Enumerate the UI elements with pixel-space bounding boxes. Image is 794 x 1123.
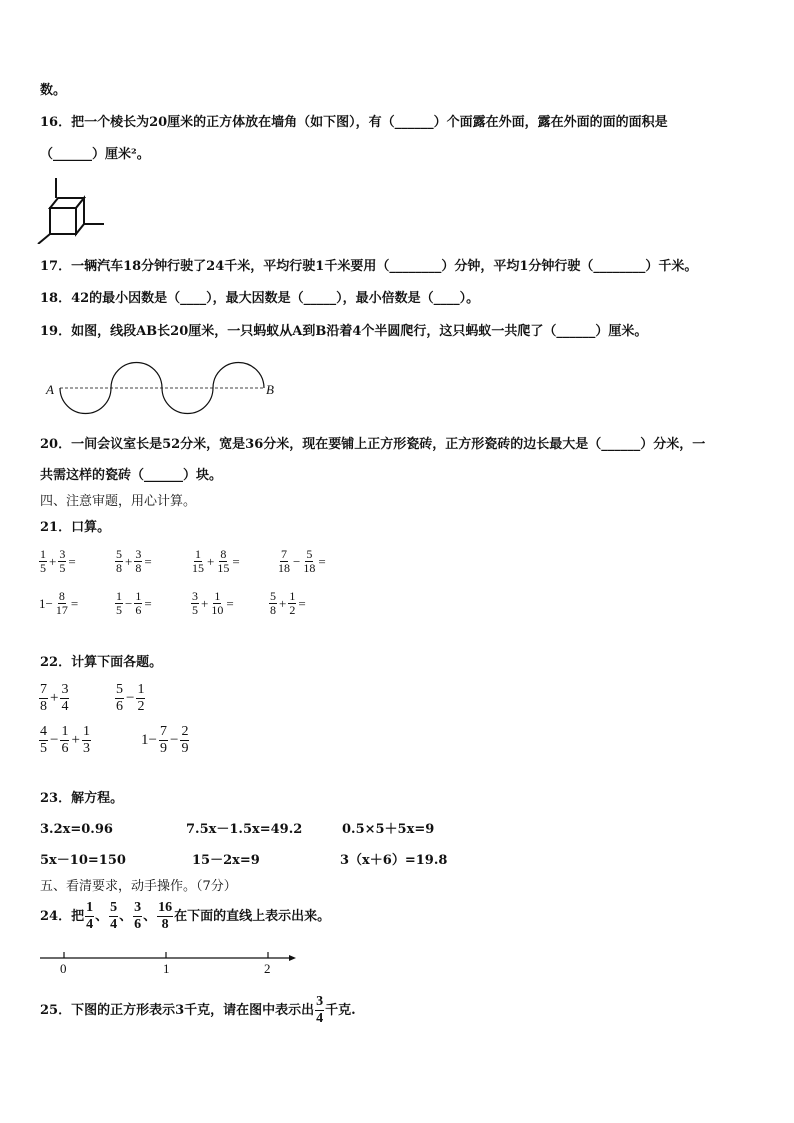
section-4-heading: 四、注意审题，用心计算。 xyxy=(40,494,197,509)
number-line xyxy=(40,950,302,970)
calc-expression-2: $\frac{5}{6}$ − $\frac{1}{2}$ xyxy=(116,682,145,714)
question-18-text: 42的最小因数是（____），最大因数是（_____），最小倍数是（____）。 xyxy=(71,291,480,306)
question-24: 24． 把 $\frac{1}{4}$ 、 $\frac{5}{4}$ 、 $\frac{3}{6}$ 、 $\frac{16}{8}$ 在下面的直线上表示出来。 xyxy=(40,900,331,932)
question-25-number: 25． xyxy=(40,1002,72,1018)
oral-calc-8: $\frac{5}{8}$ + $\frac{1}{2}$ = xyxy=(270,589,306,617)
oral-calc-7: $\frac{3}{5}$ + $\frac{1}{10}$ = xyxy=(192,589,234,617)
oral-calc-1: $\frac{1}{5}$ + $\frac{3}{5}$ = xyxy=(40,547,76,575)
equation-4: 5x－10=150 xyxy=(40,853,126,868)
question-25-prefix: 下图的正方形表示3千克，请在图中表示出 xyxy=(71,1002,315,1018)
equation-3: 0.5×5＋5x=9 xyxy=(342,822,435,837)
semicircle-path-figure xyxy=(58,360,268,416)
equation-1: 3.2x=0.96 xyxy=(40,822,113,837)
question-17-text: 一辆汽车18分钟行驶了24千米，平均行驶1千米要用（________）分钟，平均1分钟行驶（________）千米。 xyxy=(71,259,698,274)
question-17 xyxy=(40,258,697,276)
question-25: 25． 下图的正方形表示3千克，请在图中表示出 $\frac{3}{4}$ 千克. xyxy=(40,994,356,1026)
question-18 xyxy=(40,290,479,308)
number-line-tick-2: 2 xyxy=(264,961,271,976)
calc-expression-1: $\frac{7}{8}$ + $\frac{3}{4}$ xyxy=(40,682,69,714)
equation-5: 15－2x=9 xyxy=(192,853,260,868)
number-line-tick-1: 1 xyxy=(163,961,170,976)
question-16-line1 xyxy=(40,114,668,132)
question-16-number: 16． xyxy=(40,115,72,130)
question-21-number: 21． xyxy=(40,520,72,535)
question-22-number: 22． xyxy=(40,655,72,670)
question-18-number: 18． xyxy=(40,291,72,306)
question-24-suffix: 在下面的直线上表示出来。 xyxy=(174,908,331,924)
question-23-number: 23． xyxy=(40,791,72,806)
question-22-text: 计算下面各题。 xyxy=(71,655,163,670)
question-24-number: 24． xyxy=(40,908,72,924)
question-20-line2: 共需这样的瓷砖（______）块。 xyxy=(40,468,223,483)
calc-expression-3: $\frac{4}{5}$ − $\frac{1}{6}$ + $\frac{1}{3}$ xyxy=(40,724,90,756)
question-20-text1: 一间会议室长是52分米，宽是36分米，现在要铺上正方形瓷砖，正方形瓷砖的边长最大是（______）分米，一 xyxy=(71,437,706,452)
number-line-tick-0: 0 xyxy=(60,961,67,976)
question-23-title xyxy=(40,790,123,808)
question-17-number: 17． xyxy=(40,259,72,274)
equation-6: 3（x＋6）=19.8 xyxy=(340,853,448,868)
question-19-text: 如图，线段AB长20厘米，一只蚂蚁从A到B沿着4个半圆爬行，这只蚂蚁一共爬了（______）厘米。 xyxy=(71,324,648,339)
oral-calc-3: $\frac{1}{15}$ + $\frac{8}{15}$ = xyxy=(192,547,240,575)
question-19 xyxy=(40,323,647,341)
oral-calc-5: 1− $\frac{8}{17}$ = xyxy=(39,589,79,617)
question-20-line1 xyxy=(40,436,705,454)
oral-calc-4: $\frac{7}{18}$ − $\frac{5}{18}$ = xyxy=(278,547,326,575)
question-16-text1: 把一个棱长为20厘米的正方体放在墙角（如下图），有（______）个面露在外面，露在外面的面的面积是 xyxy=(71,115,668,130)
question-22-title xyxy=(40,654,162,672)
question-21-title xyxy=(40,519,110,537)
cube-in-corner-figure xyxy=(36,178,106,244)
question-16-line2: （______）厘米²。 xyxy=(40,147,150,162)
point-a-label: A xyxy=(46,382,54,397)
question-21-text: 口算。 xyxy=(71,520,111,535)
question-19-number: 19． xyxy=(40,324,72,339)
point-b-label: B xyxy=(266,382,274,397)
calc-expression-4: 1− $\frac{7}{9}$ − $\frac{2}{9}$ xyxy=(141,724,189,756)
question-24-prefix: 把 xyxy=(71,908,85,924)
question-23-text: 解方程。 xyxy=(71,791,124,806)
previous-question-tail: 数。 xyxy=(40,83,67,98)
equation-2: 7.5x－1.5x=49.2 xyxy=(186,822,303,837)
oral-calc-2: $\frac{5}{8}$ + $\frac{3}{8}$ = xyxy=(116,547,152,575)
section-5-heading: 五、看清要求，动手操作。（7分） xyxy=(40,879,237,894)
oral-calc-6: $\frac{1}{5}$ − $\frac{1}{6}$ = xyxy=(116,589,152,617)
question-20-number: 20． xyxy=(40,437,72,452)
question-25-suffix: 千克. xyxy=(325,1002,356,1018)
